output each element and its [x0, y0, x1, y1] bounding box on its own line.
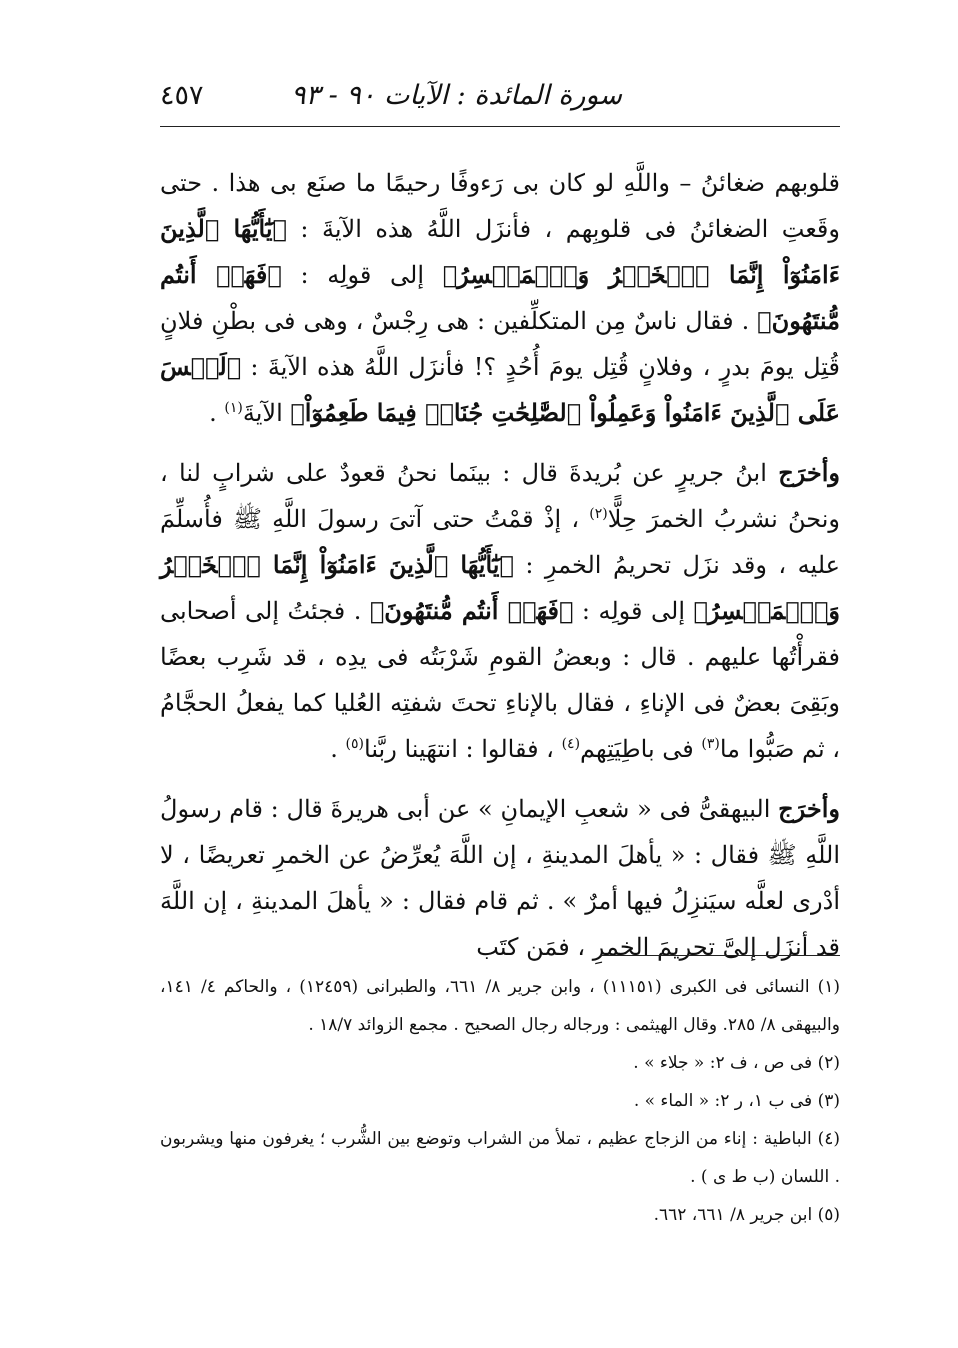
paragraph: [160, 160, 840, 436]
text-run: . فجئتُ إلى أصحابى فقرأْتُها عليهم . قال : وبعضُ القومِ شَرْبَتُه فى يدِه ، قد شَرِب بعضًا وبَقِىَ بعضٌ فى الإناءِ ، فقال بالإناءِ تحتَ شفتِه العُليا كما يفعلُ الحجَّامُ ، ثم صَبُّوا ما: [160, 597, 840, 763]
text-run: ابنُ جريرٍ عن بُريدةَ قال : بينَما نحنُ قعودٌ على شرابٍ لنا ، ونحنُ نشربُ الخمرَ حِلًّا: [160, 459, 840, 533]
paragraph: [160, 786, 840, 970]
quran-verse: ﴿فَهَلۡ أَنتُم مُّنتَهُونَ﴾: [160, 260, 840, 335]
text-run: .: [209, 399, 225, 427]
running-header: [160, 78, 840, 118]
footnotes: [160, 968, 840, 1234]
main-text: [160, 160, 840, 970]
lead-word: وأخرَج: [778, 458, 841, 487]
footnote: (٤) الباطية : إناء من الزجاج عظيم ، تملأ من الشراب وتوضع بين الشُّرب ؛ يغرفون منها ويشربون . اللسان (ب ط ى ) .: [160, 1129, 840, 1187]
text-run: البيهقىُّ فى « شعبِ الإيمانِ » عن أبى هريرةَ قال : قام رسولُ اللَّهِ ﷺ فقال : « يأهلَ المدينةِ ، إن اللَّهَ يُعرِّضُ عن الخمرِ تعريضًا ، لا أدْرى لعلَّه سيَنزِلُ فيها أمرٌ » . ثم قام فقال : « يأهلَ المدينةِ ، إن اللَّهَ قد أنزَل إلىَّ تحريمَ الخمرِ ، فمَن كتَب: [160, 795, 840, 961]
text-run: فى باطِيَتِهم: [580, 735, 702, 763]
text-run: إلى قولِه :: [281, 261, 443, 289]
text-run: ، إذْ قمْتُ حتى آتىَ رسولَ اللَّهِ ﷺ فأُسلِّمَ عليه ، وقد نزَل تحريمُ الخمرِ :: [160, 505, 840, 579]
text-run: الآيةَ: [242, 399, 291, 427]
quran-verse: ﴿يَٰٓأَيُّهَا ٱلَّذِينَ ءَامَنُوٓاْ إِنَّمَا ٱلۡخَمۡرُ وَٱلۡمَيۡسِرُ﴾: [160, 550, 841, 625]
text-run: . فقال ناسٌ مِن المتكلِّفين : هى رِجْسٌ ، وهى فى بطْنِ فلانٍ قُتِل يومَ بدرٍ ، وفلانٍ قُتِل يومَ أُحُدٍ ؟! فأنزَل اللَّهُ هذه الآيةَ :: [160, 307, 840, 381]
footnote: (٣) فى ب ١، ر ٢: « الماء » .: [633, 1091, 840, 1111]
footnote-divider: [600, 955, 840, 956]
footnote: (١) النسائى فى الكبرى (١١١٥١) ، وابن جرير ٨/ ٦٦١، والطبرانى (١٢٤٥٩) ، والحاكم ٤/ ١٤١، والبيهقى ٨/ ٢٨٥. وقال الهيثمى : ورجاله رجال الصحيح . مجمع الزوائد ١٨/٧ .: [160, 977, 841, 1035]
footnote: (٢) فى ص ، ف ٢: « جلاء » .: [633, 1053, 840, 1073]
lead-word: وأخرَج: [778, 794, 840, 823]
footnote-ref: (٤): [561, 736, 581, 752]
footnote-ref: (٣): [701, 736, 720, 752]
paragraph: [160, 450, 840, 772]
footnote: (٥) ابن جرير ٨/ ٦٦١، ٦٦٢.: [653, 1205, 840, 1225]
text-run: قلوبهم ضغائنُ – واللَّهِ لو كان بى رَءوفًا رحيمًا ما صنَع بى هذا . حتى وقَعتِ الضغائنُ فى قلوبِهم ، فأنزَل اللَّهُ هذه الآيةَ :: [160, 169, 840, 243]
footnote-ref: (١): [224, 400, 243, 416]
text-run: .: [330, 735, 346, 763]
quran-verse: ﴿لَيۡسَ عَلَى ٱلَّذِينَ ءَامَنُواْ وَعَمِلُواْ ٱلصَّٰلِحَٰتِ جُنَاحٞ فِيمَا طَعِمُوٓاْ﴾: [160, 352, 840, 427]
text-run: إلى قولِه :: [573, 597, 694, 625]
page-number: ٤٥٧: [160, 80, 204, 111]
running-title: سورة المائدة : الآيات ٩٠ - ٩٣: [291, 80, 622, 111]
quran-verse: ﴿يَٰٓأَيُّهَا ٱلَّذِينَ ءَامَنُوٓاْ إِنَّمَا ٱلۡخَمۡرُ وَٱلۡمَيۡسِرُ﴾: [160, 214, 840, 289]
header-divider: [160, 126, 840, 127]
quran-verse: ﴿فَهَلۡ أَنتُم مُّنتَهُونَ﴾: [369, 596, 574, 625]
text-run: ، فقالوا : انتهَينا ربَّنا: [364, 735, 562, 763]
footnote-ref: (٥): [345, 736, 364, 752]
footnote-ref: (٢): [589, 506, 608, 522]
